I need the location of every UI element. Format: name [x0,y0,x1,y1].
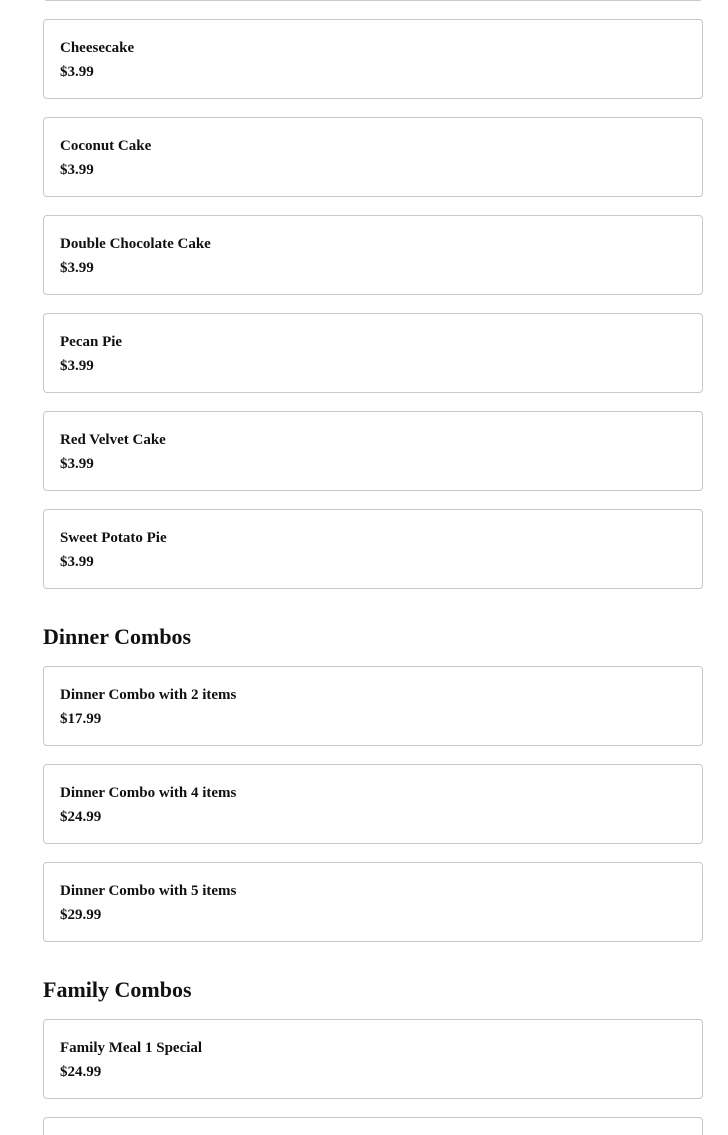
menu-item-card[interactable] [43,509,703,589]
menu-item-name: Red Velvet Cake [60,432,166,448]
menu-item-price: $3.99 [60,554,94,570]
menu-item-card[interactable] [43,215,703,295]
menu-item-name: Pecan Pie [60,334,123,350]
menu-item-price: $3.99 [60,162,94,178]
menu-item-card[interactable] [43,862,703,942]
menu-item-card[interactable] [43,19,703,99]
menu-item-card[interactable] [43,1019,703,1099]
menu-item-name: Dinner Combo with 5 items [60,883,237,899]
menu-item-price: $3.99 [60,64,94,80]
menu-item-price: $29.99 [60,907,102,923]
menu-item-card[interactable] [43,313,703,393]
menu-item-name: Double Chocolate Cake [60,236,211,252]
menu-item-card[interactable] [43,1117,703,1135]
section-title: Family Combos [43,977,192,1002]
menu-item-price: $3.99 [60,260,94,276]
menu-item-card[interactable] [43,0,703,1]
menu-item-name: Cheesecake [60,40,135,56]
section-title: Dinner Combos [43,624,192,649]
menu-item-name: Dinner Combo with 4 items [60,785,237,801]
menu-item-name: Dinner Combo with 2 items [60,687,237,703]
menu-item-card[interactable] [43,117,703,197]
menu-item-name: Family Meal 1 Special [60,1040,203,1056]
menu-item-name: Coconut Cake [60,138,152,154]
menu-item-price: $24.99 [60,1064,102,1080]
menu-item-price: $3.99 [60,358,94,374]
menu-item-price: $24.99 [60,809,102,825]
menu-item-name: Sweet Potato Pie [60,530,167,546]
menu-item-price: $17.99 [60,711,102,727]
menu-item-card[interactable] [43,411,703,491]
menu-item-price: $3.99 [60,456,94,472]
menu-item-card[interactable] [43,666,703,746]
menu-item-card[interactable] [43,764,703,844]
